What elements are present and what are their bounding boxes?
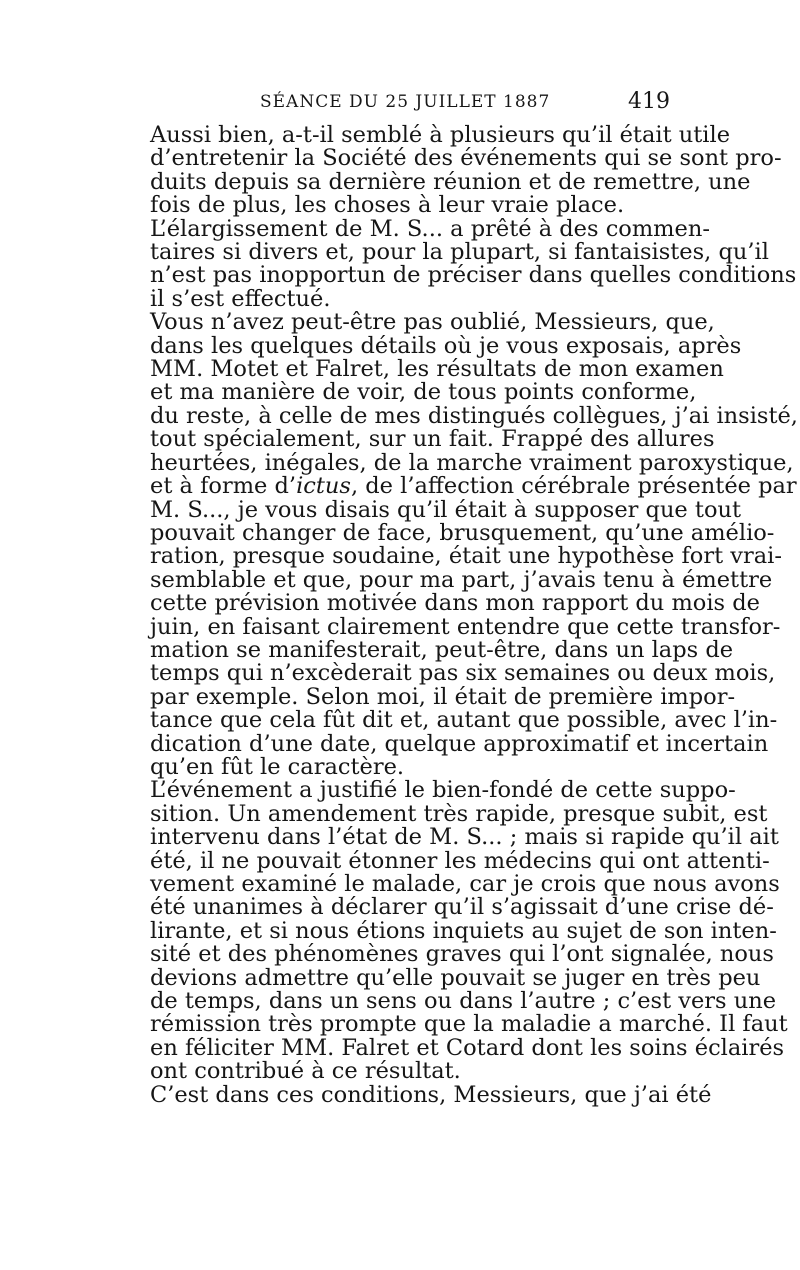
text-line: dication d’une date, quelque approximatif et incertain — [150, 730, 769, 757]
text-segment: et à forme d’ — [150, 473, 297, 500]
text-line: d’entretenir la Société des événements qui se sont pro- — [150, 145, 782, 172]
text-line: n’est pas inopportun de préciser dans quelles conditions — [150, 262, 797, 289]
text-line: L’élargissement de M. S... a prêté à des commen- — [150, 215, 710, 242]
text-line: M. S..., je vous disais qu’il était à supposer que tout — [150, 496, 742, 523]
text-segment: , de l’affection cérébrale présentée par — [350, 473, 797, 500]
text-line: et ma manière de voir, de tous points conforme, — [150, 379, 697, 406]
text-line: tout spécialement, sur un fait. Frappé des allures — [150, 426, 715, 453]
text-line-with-italic — [130, 473, 797, 500]
text-line: mation se manifesterait, peut-être, dans un laps de — [150, 636, 734, 663]
text-line: duits depuis sa dernière réunion et de remettre, une — [150, 168, 751, 195]
text-line: Vous n’avez peut-être pas oublié, Messieurs, que, — [150, 309, 715, 336]
text-line: temps qui n’excèderait pas six semaines ou deux mois, — [150, 660, 776, 687]
text-line: heurtées, inégales, de la marche vraiment paroxystique, — [150, 449, 794, 476]
text-line: C’est dans ces conditions, Messieurs, que j’ai été — [150, 1081, 712, 1108]
text-line: par exemple. Selon moi, il était de première impor- — [150, 683, 736, 710]
text-line: ont contribué à ce résultat. — [150, 1058, 461, 1085]
text-line: juin, en faisant clairement entendre que cette transfor- — [150, 613, 781, 640]
italic-term: ictus — [296, 473, 351, 500]
text-line: pouvait changer de face, brusquement, qu’une amélio- — [150, 519, 775, 546]
text-line: qu’en fût le caractère. — [150, 753, 405, 780]
text-line: devions admettre qu’elle pouvait se juger en très peu — [150, 964, 761, 991]
paragraph-4 — [130, 777, 788, 1085]
text-line: ration, presque soudaine, était une hypothèse fort vrai- — [150, 543, 782, 570]
page-header — [130, 89, 670, 122]
text-line: du reste, à celle de mes distingués collègues, j’ai insisté, — [150, 402, 798, 429]
body-text — [130, 122, 798, 1108]
text-line: cette prévision motivée dans mon rapport du mois de — [150, 590, 760, 617]
paragraph-3 — [130, 309, 798, 780]
page-number: 419 — [628, 89, 670, 114]
text-line: tance que cela fût dit et, autant que possible, avec l’in- — [150, 707, 778, 734]
text-line: L’événement a justifié le bien-fondé de cette suppo- — [150, 777, 736, 804]
text-line: été unanimes à déclarer qu’il s’agissait d’une crise dé- — [150, 894, 774, 921]
text-line: lirante, et si nous étions inquiets au sujet de son inten- — [150, 917, 777, 944]
running-head: SÉANCE DU 25 JUILLET 1887 — [260, 92, 551, 112]
paragraph-5 — [130, 1081, 712, 1108]
text-line: intervenu dans l’état de M. S... ; mais si rapide qu’il ait — [150, 824, 779, 851]
text-line: il s’est effectué. — [150, 285, 331, 312]
paragraph-2 — [130, 215, 797, 312]
text-line: en féliciter MM. Falret et Cotard dont les soins éclairés — [150, 1034, 785, 1061]
text-line: de temps, dans un sens ou dans l’autre ; c’est vers une — [150, 988, 777, 1015]
text-line: été, il ne pouvait étonner les médecins qui ont attenti- — [150, 847, 770, 874]
text-line: vement examiné le malade, car je crois que nous avons — [150, 871, 780, 897]
text-line: dans les quelques détails où je vous exposais, après — [150, 332, 742, 359]
paragraph-1 — [130, 122, 782, 219]
text-line: rémission très prompte que la maladie a marché. Il faut — [150, 1011, 788, 1038]
text-line: fois de plus, les choses à leur vraie place. — [150, 192, 625, 219]
text-line: semblable et que, pour ma part, j’avais tenu à émettre — [150, 566, 773, 593]
text-line: MM. Motet et Falret, les résultats de mon examen — [150, 356, 724, 383]
text-line: Aussi bien, a-t-il semblé à plusieurs qu’il était utile — [150, 122, 731, 148]
text-line: sition. Un amendement très rapide, presque subit, est — [150, 800, 768, 827]
text-line: sité et des phénomènes graves qui l’ont signalée, nous — [150, 941, 774, 968]
text-line: taires si divers et, pour la plupart, si fantaisistes, qu’il — [150, 239, 769, 266]
